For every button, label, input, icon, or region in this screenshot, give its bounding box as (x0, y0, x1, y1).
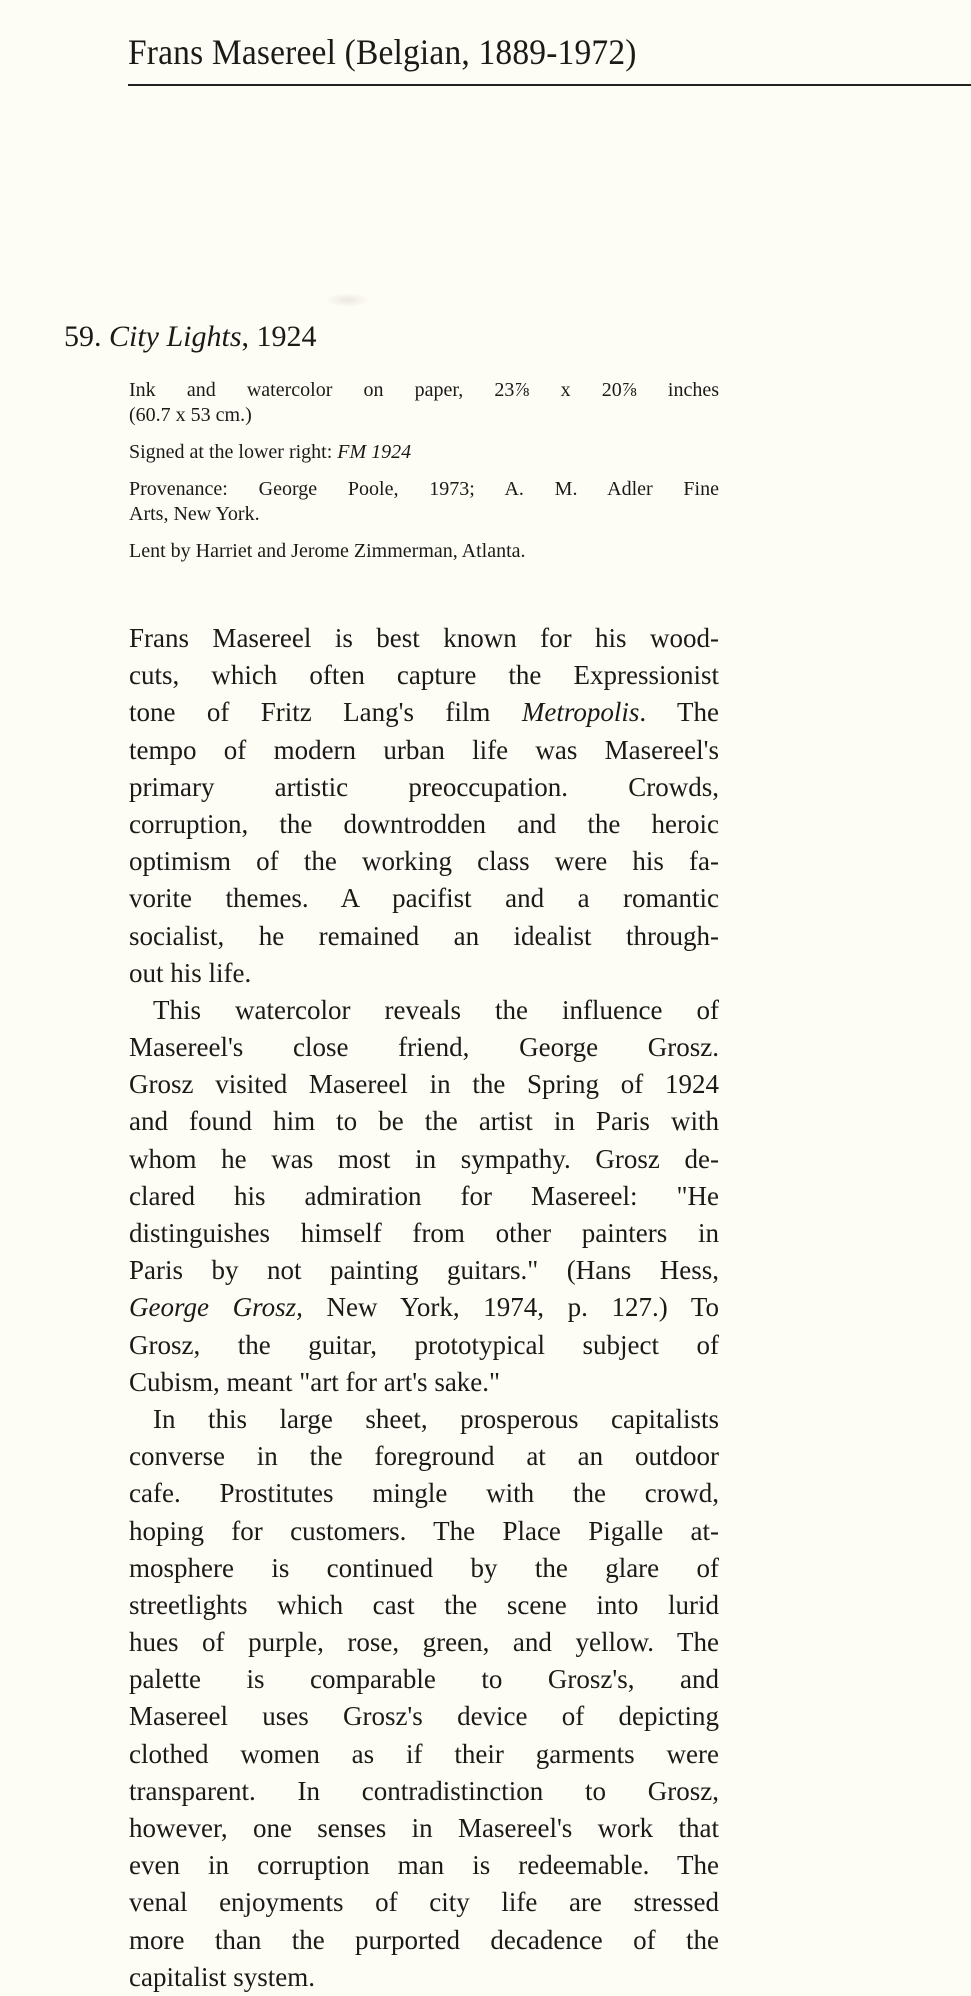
essay-line: vorite themes. A pacifist and a romantic (129, 883, 719, 914)
artwork-year: 1924 (256, 320, 317, 353)
essay-line: clared his admiration for Masereel: "He (129, 1180, 719, 1211)
artist-heading: Frans Masereel (Belgian, 1889-1972) (128, 32, 637, 72)
essay-line: Cubism, meant "art for art's sake." (129, 1366, 501, 1397)
provenance (129, 477, 719, 527)
essay-line: converse in the foreground at an outdoor (129, 1441, 719, 1472)
essay-line: This watercolor reveals the influence of (153, 994, 719, 1025)
essay-line (129, 1289, 719, 1326)
essay-line: primary artistic preoccupation. Crowds, (129, 771, 719, 802)
essay-line: hues of purple, rose, green, and yellow. The (129, 1627, 719, 1658)
essay-line: Paris by not painting guitars." (Hans Hess, (129, 1255, 719, 1286)
essay-line: out his life. (129, 957, 252, 988)
dimensions-metric-line: (60.7 x 53 cm.) (129, 404, 252, 426)
header-rule-divider (128, 84, 971, 86)
essay-line: socialist, he remained an idealist through- (129, 920, 719, 951)
title-separator: , (241, 320, 250, 353)
catalog-details (129, 378, 719, 576)
essay-line: tempo of modern urban life was Masereel's (129, 734, 719, 765)
entry-number: 59. (64, 320, 102, 353)
essay-line: Frans Masereel is best known for his wood- (129, 623, 719, 653)
essay-line: clothed women as if their garments were (129, 1738, 719, 1769)
entry-title (64, 318, 317, 356)
paper-smudge-mark (325, 293, 370, 307)
essay-line: corruption, the downtrodden and the heroic (129, 808, 719, 839)
essay-line: Masereel uses Grosz's device of depicting (129, 1701, 719, 1732)
essay-line: Masereel's close friend, George Grosz. (129, 1032, 719, 1063)
essay-line: optimism of the working class were his fa- (129, 846, 719, 877)
essay-line: capitalist system. (129, 1961, 315, 1992)
essay-text: New York, 1974, p. 127.) To (302, 1292, 719, 1323)
essay-line: more than the purported decadence of the (129, 1924, 719, 1955)
essay-line: whom he was most in sympathy. Grosz de- (129, 1143, 719, 1174)
lender-credit (129, 539, 719, 564)
essay-line: however, one senses in Masereel's work that (129, 1813, 719, 1843)
essay-line: In this large sheet, prosperous capitalists (153, 1403, 719, 1434)
artwork-title: City Lights (109, 320, 242, 353)
signature-line (129, 440, 719, 465)
lender-line: Lent by Harriet and Jerome Zimmerman, Atlanta. (129, 540, 526, 562)
essay-body (129, 620, 719, 1996)
essay-line: distinguishes himself from other painters in (129, 1218, 719, 1248)
signature-note (129, 440, 719, 465)
italic-title: George Grosz, (129, 1292, 303, 1323)
essay-line: Grosz visited Masereel in the Spring of 1924 (129, 1069, 719, 1100)
essay-line: transparent. In contradistinction to Grosz, (129, 1775, 719, 1806)
page-header (128, 28, 971, 76)
signed-value: FM 1924 (337, 441, 412, 463)
essay-line: and found him to be the artist in Paris with (129, 1106, 719, 1137)
essay-line (129, 694, 719, 731)
essay-line: even in corruption man is redeemable. The (129, 1850, 719, 1881)
essay-line: mosphere is continued by the glare of (129, 1552, 719, 1583)
provenance-line: Arts, New York. (129, 503, 260, 525)
essay-line: cuts, which often capture the Expressionist (129, 660, 719, 691)
essay-line: palette is comparable to Grosz's, and (129, 1664, 719, 1695)
medium-line: Ink and watercolor on paper, 23⅞ x 20⅞ inches (129, 379, 719, 401)
essay-line: cafe. Prostitutes mingle with the crowd, (129, 1478, 719, 1509)
medium-dimensions (129, 378, 719, 428)
essay-line: hoping for customers. The Place Pigalle at- (129, 1515, 719, 1546)
italic-title: Metropolis (521, 697, 640, 728)
provenance-line: Provenance: George Poole, 1973; A. M. Adler Fine (129, 478, 719, 500)
essay-line: Grosz, the guitar, prototypical subject of (129, 1329, 719, 1360)
essay-line: streetlights which cast the scene into lurid (129, 1589, 719, 1620)
essay-text: . The (639, 697, 719, 728)
essay-text: tone of Fritz Lang's film (129, 697, 522, 728)
signed-label: Signed at the lower right: (129, 441, 338, 463)
essay-line: venal enjoyments of city life are stressed (129, 1887, 719, 1918)
